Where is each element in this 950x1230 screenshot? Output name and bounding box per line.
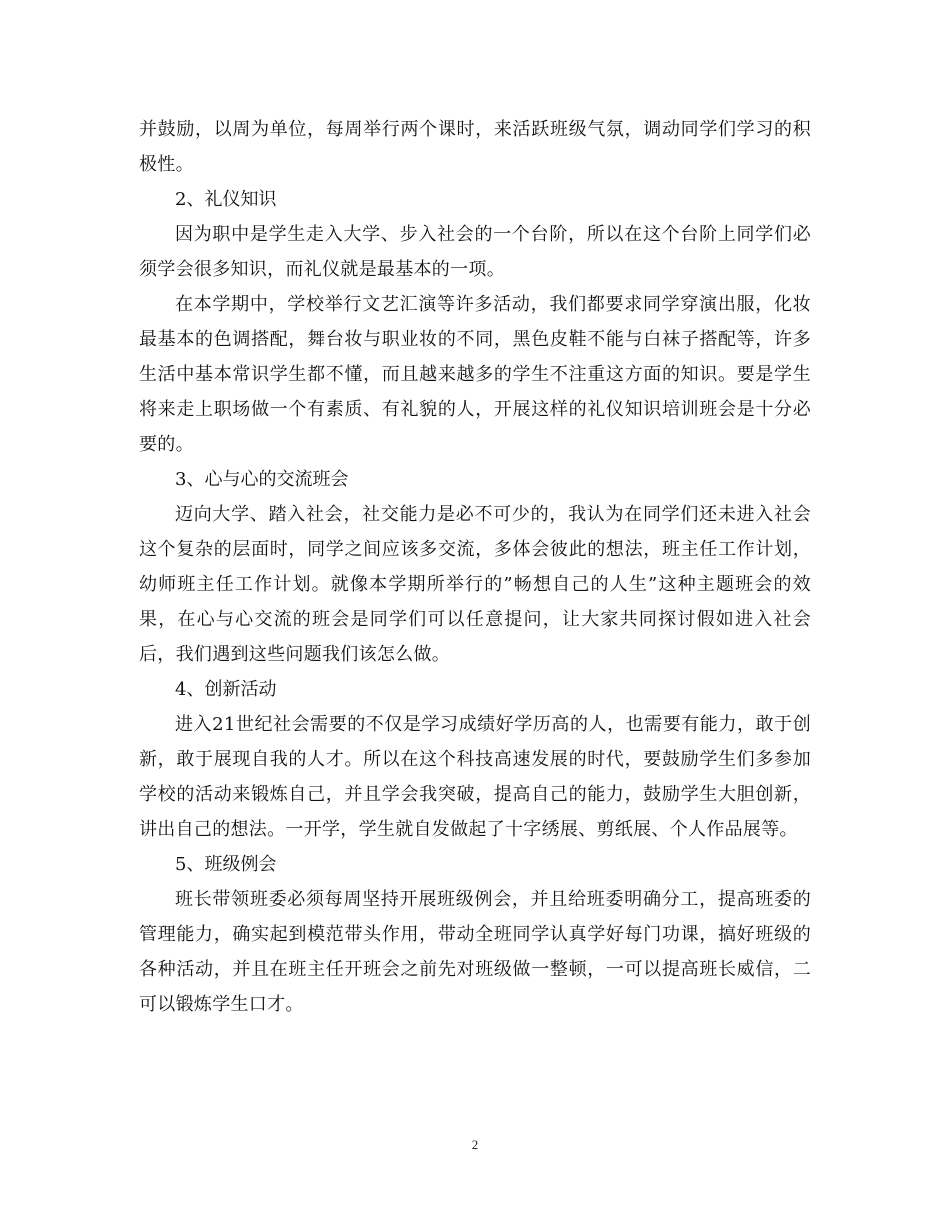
- paragraph-heart-to-heart: 迈向大学、踏入社会，社交能力是必不可少的，我认为在同学们还未进入社会这个复杂的层面时，同学之间应该多交流，多体会彼此的想法，班主任工作计划，幼师班主任工作计划。就像本学期所举行的”畅想自己的人生”这种主题班会的效果，在心与心交流的班会是同学们可以任意提问，让大家共同探讨假如进入社会后，我们遇到这些问题我们该怎么做。: [139, 504, 811, 665]
- paragraph-etiquette-intro: 因为职中是学生走入大学、步入社会的一个台阶，所以在这个台阶上同学们必须学会很多知识，而礼仪就是最基本的一项。: [139, 224, 811, 280]
- page-number: 2: [471, 1137, 479, 1152]
- paragraph-innovation: 进入21世纪社会需要的不仅是学习成绩好学历高的人，也需要有能力，敢于创新，敢于展现自我的人才。所以在这个科技高速发展的时代，要鼓励学生们多参加学校的活动来锻炼自己，并且学会我突破，提高自己的能力，鼓励学生大胆创新，讲出自己的想法。一开学，学生就自发做起了十字绣展、剪纸展、个人作品展等。: [139, 714, 811, 840]
- paragraph-etiquette-detail: 在本学期中，学校举行文艺汇演等许多活动，我们都要求同学穿演出服，化妆最基本的色调搭配，舞台妆与职业妆的不同，黑色皮鞋不能与白袜子搭配等，许多生活中基本常识学生都不懂，而且越来越多的学生不注重这方面的知识。要是学生将来走上职场做一个有素质、有礼貌的人，开展这样的礼仪知识培训班会是十分必要的。: [139, 294, 811, 455]
- section-heading-etiquette: 2、礼仪知识: [175, 189, 277, 210]
- section-heading-innovation: 4、创新活动: [175, 679, 277, 700]
- paragraph-class-meeting: 班长带领班委必须每周坚持开展班级例会，并且给班委明确分工，提高班委的管理能力，确实起到模范带头作用，带动全班同学认真学好每门功课，搞好班级的各种活动，并且在班主任开班会之前先对班级做一整顿，一可以提高班长威信，二可以锻炼学生口才。: [139, 889, 811, 1015]
- document-body: [139, 112, 811, 1022]
- section-heading-class-meeting: 5、班级例会: [175, 854, 277, 875]
- section-heading-heart-to-heart: 3、心与心的交流班会: [175, 469, 349, 490]
- paragraph-continued: 并鼓励，以周为单位，每周举行两个课时，来活跃班级气氛，调动同学们学习的积极性。: [139, 119, 811, 175]
